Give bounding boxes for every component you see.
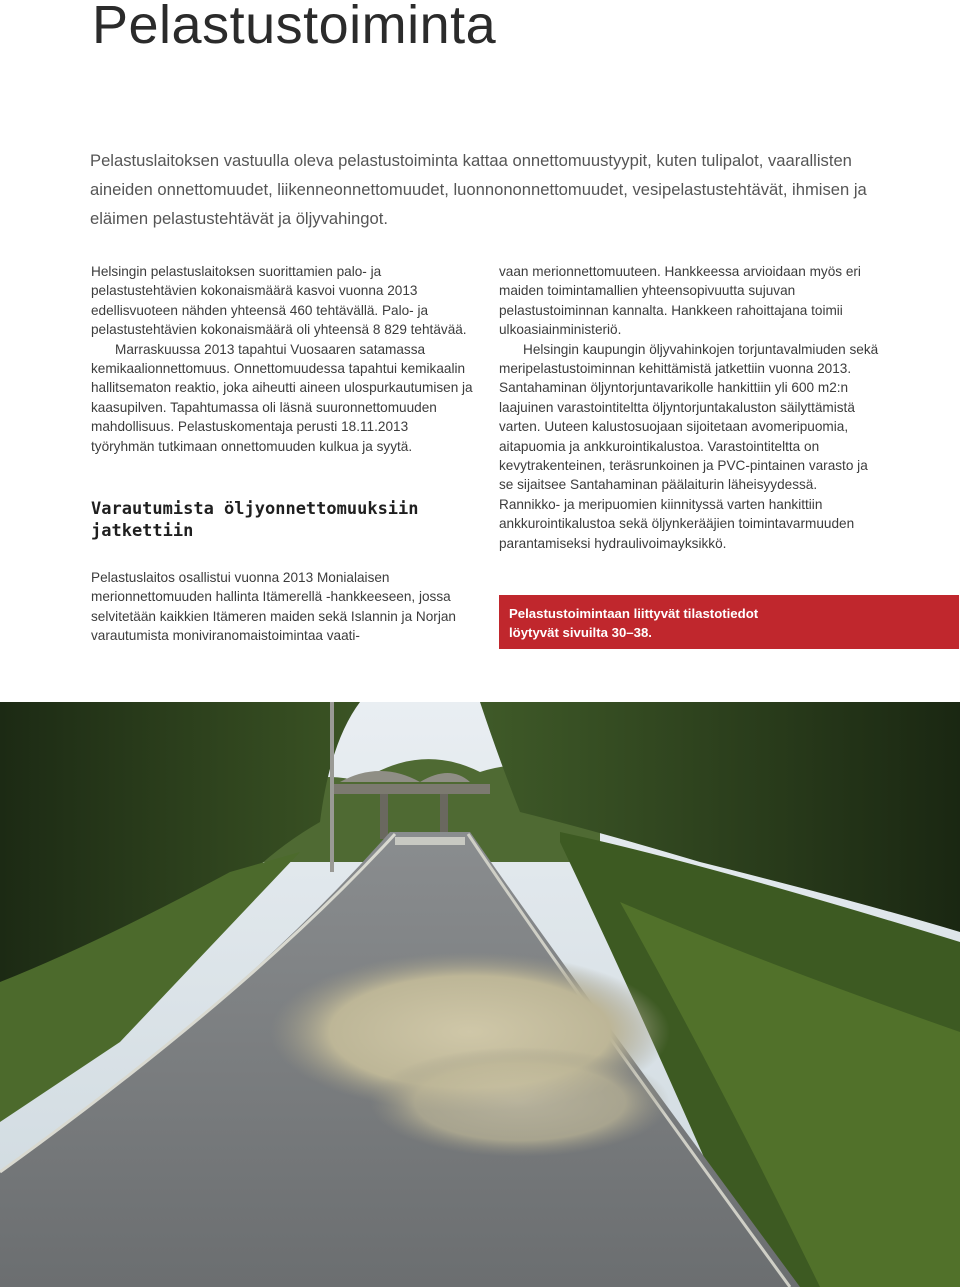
intro-paragraph: Pelastuslaitoksen vastuulla oleva pelastustoiminta kattaa onnettomuustyypit, kuten tulipalot, vaarallisten aineiden onnettomuudet, liikenneonnettomuudet, luonnononnettomuudet, vesipelastustehtävät, ihmisen ja eläimen pelastustehtävät ja öljyvahingot. (90, 151, 867, 228)
bridge-deck (330, 784, 490, 794)
left-paragraph-1: Helsingin pelastuslaitoksen suorittamien palo- ja pelastustehtävien kokonaismäärä kasvoi vuonna 2013 edellisvuoteen nähden yhteensä 460 tehtävällä. Palo- ja pelastustehtävien kokonaismäärä oli yhteensä 8 829 tehtävää. (91, 264, 467, 338)
statistics-info-box (499, 595, 959, 649)
bridge-pillar (380, 794, 388, 839)
right-column (499, 262, 879, 553)
lamp-pole (330, 702, 334, 872)
oil-spill-absorbent-2 (370, 1047, 670, 1157)
right-paragraph-2: Helsingin kaupungin öljyvahinkojen torjuntavalmiuden sekä meripelastustoiminnan kehittämistä jatkettiin vuonna 2013. Santahaminan öljyntorjuntavarikolle hankittiin yli 600 m2:n laajuinen varastointiteltta öljyntorjuntakaluston säilyttämistä varten. Uuteen kalustosuojaan sijoitetaan avomeripuomia, aitapuomia ja ankkurointikalustoa. Varastointiteltta on kevytrakenteinen, teräsrunkoinen ja PVC-pintainen varasto ja se sijaitsee Santahaminan päälaiturin läheisyydessä. Rannikko- ja meripuomien kiinnityssä varten hankittiin ankkurointikalustoa sekä öljynkerääjien toimintavarmuuden parantamiseksi hydraulivoimayksikkö. (499, 341, 879, 551)
crosswalk (395, 837, 465, 845)
left-paragraph-3: Pelastuslaitos osallistui vuonna 2013 Monialaisen merionnettomuuden hallinta Itämerellä -hankkeeseen, jossa selvitetään kaikkien Itämeren maiden sekä Islannin ja Norjan varautumista moniviranomaistoimintaa vaati- (91, 570, 456, 644)
left-column (91, 262, 473, 646)
left-paragraph-2: Marraskuussa 2013 tapahtui Vuosaaren satamassa kemikaalionnettomuus. Onnettomuudessa tapahtui kemikaalin hallitsematon reaktio, joka aiheutti aineen ulospurkautumisen ja kaasupilven. Tapahtumassa oli läsnä suuronnettomuuden mahdollisuus. Pelastuskomentaja perusti 18.11.2013 työryhmän tutkimaan onnettomuuden kulkua ja syytä. (91, 341, 473, 454)
right-paragraph-1: vaan merionnettomuuteen. Hankkeessa arvioidaan myös eri maiden toimintamallien yhteensopivuutta sujuvan pelastustoiminnan kannalta. Hankkeen rahoittajana toimii ulkoasiainministeriö. (499, 264, 861, 338)
info-box-line-1: Pelastustoimintaan liittyvät tilastotiedot (509, 606, 759, 621)
road-oil-spill-photo (0, 702, 960, 1287)
page-title: Pelastustoiminta (92, 0, 497, 55)
section-subheading: Varautumista öljyonnettomuuksiin jatkettiin (91, 499, 419, 542)
info-box-line-2: löytyvät sivuilta 30–38. (509, 625, 652, 640)
